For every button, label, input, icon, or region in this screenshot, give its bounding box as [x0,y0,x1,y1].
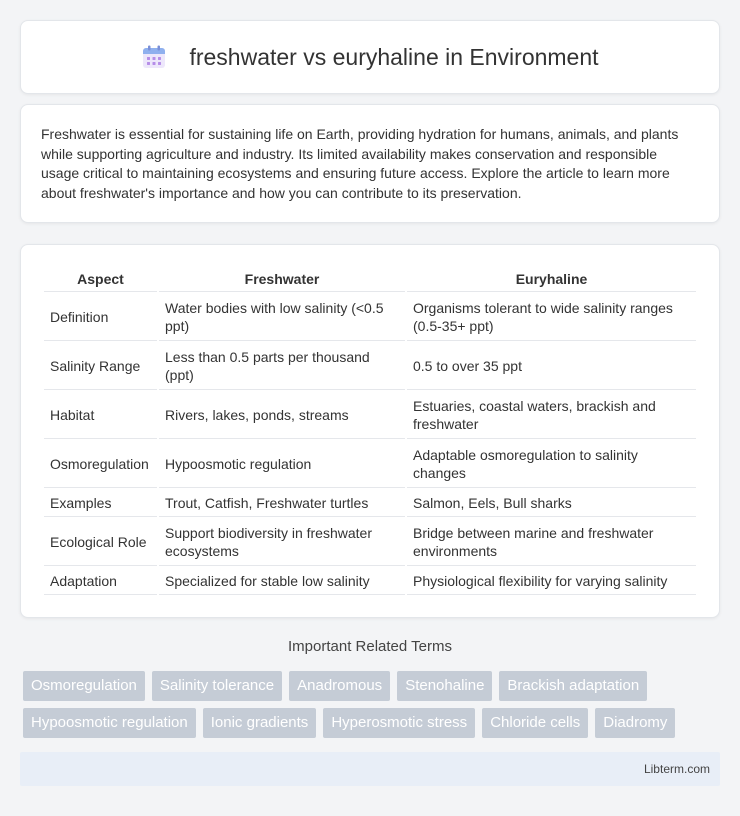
tag-ionic-gradients[interactable]: Ionic gradients [203,708,317,738]
tag-anadromous[interactable]: Anadromous [289,671,390,701]
header-euryhaline: Euryhaline [407,267,696,292]
table-cell: Trout, Catfish, Freshwater turtles [159,490,405,517]
table-row [44,343,696,390]
table-cell: 0.5 to over 35 ppt [407,343,696,390]
table-cell: Ecological Role [44,519,157,566]
tag-row [23,708,723,738]
table-header-row [44,267,696,292]
tag-diadromy[interactable]: Diadromy [595,708,675,738]
tag-chloride-cells[interactable]: Chloride cells [482,708,588,738]
table-row [44,568,696,595]
table-cell: Physiological flexibility for varying salinity [407,568,696,595]
tag-brackish-adaptation[interactable]: Brackish adaptation [499,671,647,701]
table-row [44,392,696,439]
table-cell: Definition [44,294,157,341]
table-cell: Water bodies with low salinity (<0.5 ppt) [159,294,405,341]
tag-row [23,671,723,701]
table-cell: Organisms tolerant to wide salinity ranges (0.5-35+ ppt) [407,294,696,341]
table-cell: Adaptation [44,568,157,595]
table-cell: Bridge between marine and freshwater environments [407,519,696,566]
header-freshwater: Freshwater [159,267,405,292]
footer [20,752,720,786]
table-cell: Salmon, Eels, Bull sharks [407,490,696,517]
page-title: freshwater vs euryhaline in Environment [189,43,599,70]
table-row [44,441,696,488]
related-terms-tags [23,671,723,745]
tag-hyperosmotic-stress[interactable]: Hyperosmotic stress [323,708,475,738]
table-cell: Rivers, lakes, ponds, streams [159,392,405,439]
tag-salinity-tolerance[interactable]: Salinity tolerance [152,671,282,701]
table-cell: Habitat [44,392,157,439]
intro-text: Freshwater is essential for sustaining life on Earth, providing hydration for humans, animals, and plants while supporting agriculture and industry. Its limited availability makes conservation and responsible usage critical to maintaining ecosystems and ensuring future access. Explore the article to learn more about freshwater's importance and how you can contribute to its preservation. [41,126,679,201]
table-cell: Less than 0.5 parts per thousand (ppt) [159,343,405,390]
tag-hypoosmotic-regulation[interactable]: Hypoosmotic regulation [23,708,196,738]
comparison-table [42,265,698,597]
table-row [44,519,696,566]
header-card [20,20,720,94]
table-cell: Adaptable osmoregulation to salinity changes [407,441,696,488]
intro-card [20,104,720,223]
calendar-icon [141,44,167,70]
table-cell: Specialized for stable low salinity [159,568,405,595]
table-row [44,490,696,517]
table-cell: Support biodiversity in freshwater ecosystems [159,519,405,566]
tag-stenohaline[interactable]: Stenohaline [397,671,492,701]
table-cell: Osmoregulation [44,441,157,488]
table-cell: Estuaries, coastal waters, brackish and freshwater [407,392,696,439]
table-cell: Hypoosmotic regulation [159,441,405,488]
comparison-table-card [20,244,720,618]
related-terms-title: Important Related Terms [288,638,452,655]
tag-osmoregulation[interactable]: Osmoregulation [23,671,145,701]
table-cell: Salinity Range [44,343,157,390]
table-cell: Examples [44,490,157,517]
header-aspect: Aspect [44,267,157,292]
table-row [44,294,696,341]
footer-site-link[interactable]: Libterm.com [643,762,710,776]
